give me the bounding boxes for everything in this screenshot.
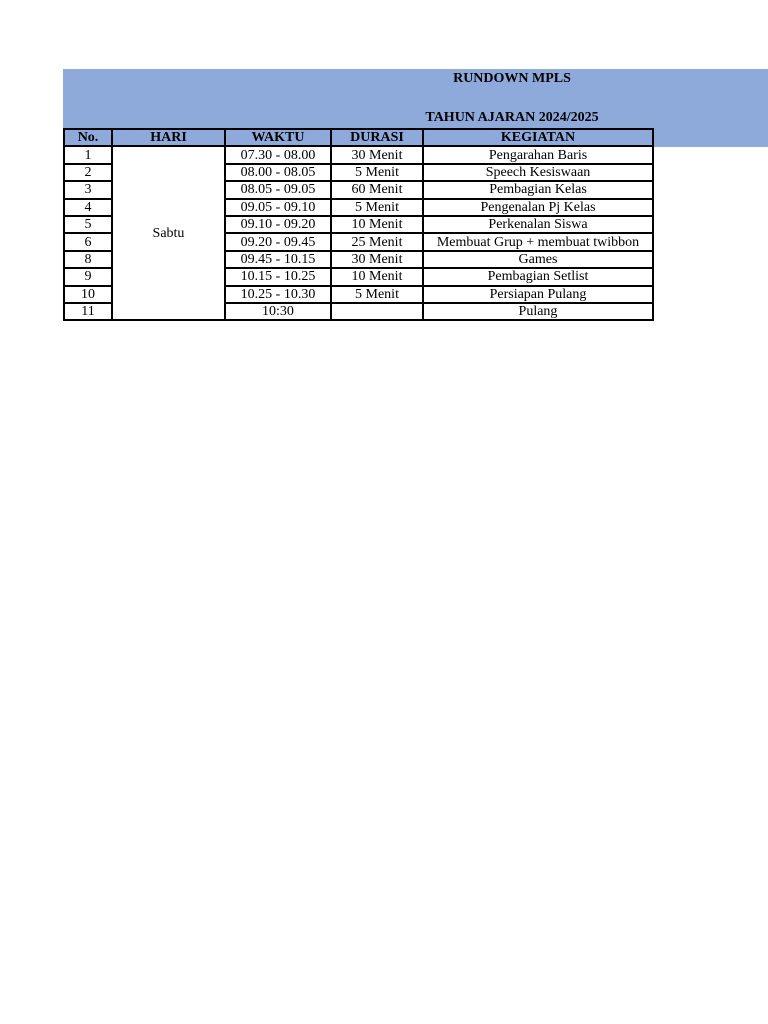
cell-durasi: 10 Menit <box>331 216 423 233</box>
column-header-durasi: DURASI <box>331 129 423 146</box>
cell-no: 3 <box>64 181 112 198</box>
table-row <box>64 146 653 163</box>
cell-durasi: 10 Menit <box>331 268 423 285</box>
cell-kegiatan: Pengenalan Pj Kelas <box>423 199 653 216</box>
cell-waktu: 10:30 <box>225 303 331 320</box>
cell-waktu: 08.00 - 08.05 <box>225 164 331 181</box>
cell-kegiatan: Games <box>423 251 653 268</box>
cell-waktu: 07.30 - 08.00 <box>225 146 331 163</box>
document-subtitle: TAHUN AJARAN 2024/2025 <box>425 110 599 125</box>
cell-waktu: 09.45 - 10.15 <box>225 251 331 268</box>
cell-durasi: 25 Menit <box>331 233 423 250</box>
cell-no: 6 <box>64 233 112 250</box>
header-row <box>64 129 653 146</box>
cell-waktu: 08.05 - 09.05 <box>225 181 331 198</box>
cell-no: 8 <box>64 251 112 268</box>
cell-durasi: 5 Menit <box>331 199 423 216</box>
cell-kegiatan: Pulang <box>423 303 653 320</box>
cell-durasi: 5 Menit <box>331 164 423 181</box>
cell-kegiatan: Perkenalan Siswa <box>423 216 653 233</box>
cell-no: 1 <box>64 146 112 163</box>
cell-durasi: 30 Menit <box>331 251 423 268</box>
cell-waktu: 09.20 - 09.45 <box>225 233 331 250</box>
cell-no: 10 <box>64 286 112 303</box>
cell-kegiatan: Pengarahan Baris <box>423 146 653 163</box>
document-title: RUNDOWN MPLS <box>453 71 571 86</box>
column-header-waktu: WAKTU <box>225 129 331 146</box>
cell-waktu: 10.25 - 10.30 <box>225 286 331 303</box>
cell-waktu: 10.15 - 10.25 <box>225 268 331 285</box>
cell-no: 2 <box>64 164 112 181</box>
cell-kegiatan: Membuat Grup + membuat twibbon <box>423 233 653 250</box>
cell-kegiatan: Speech Kesiswaan <box>423 164 653 181</box>
column-header-hari: HARI <box>112 129 225 146</box>
cell-kegiatan: Pembagian Kelas <box>423 181 653 198</box>
cell-no: 9 <box>64 268 112 285</box>
column-header-kegiatan: KEGIATAN <box>423 129 653 146</box>
cell-no: 4 <box>64 199 112 216</box>
cell-durasi: 60 Menit <box>331 181 423 198</box>
cell-kegiatan: Persiapan Pulang <box>423 286 653 303</box>
cell-kegiatan: Pembagian Setlist <box>423 268 653 285</box>
cell-no: 5 <box>64 216 112 233</box>
rundown-table <box>63 128 654 321</box>
cell-durasi: 5 Menit <box>331 286 423 303</box>
cell-hari: Sabtu <box>112 146 225 320</box>
cell-durasi <box>331 303 423 320</box>
cell-durasi: 30 Menit <box>331 146 423 163</box>
cell-waktu: 09.05 - 09.10 <box>225 199 331 216</box>
column-header-no: No. <box>64 129 112 146</box>
cell-no: 11 <box>64 303 112 320</box>
cell-waktu: 09.10 - 09.20 <box>225 216 331 233</box>
